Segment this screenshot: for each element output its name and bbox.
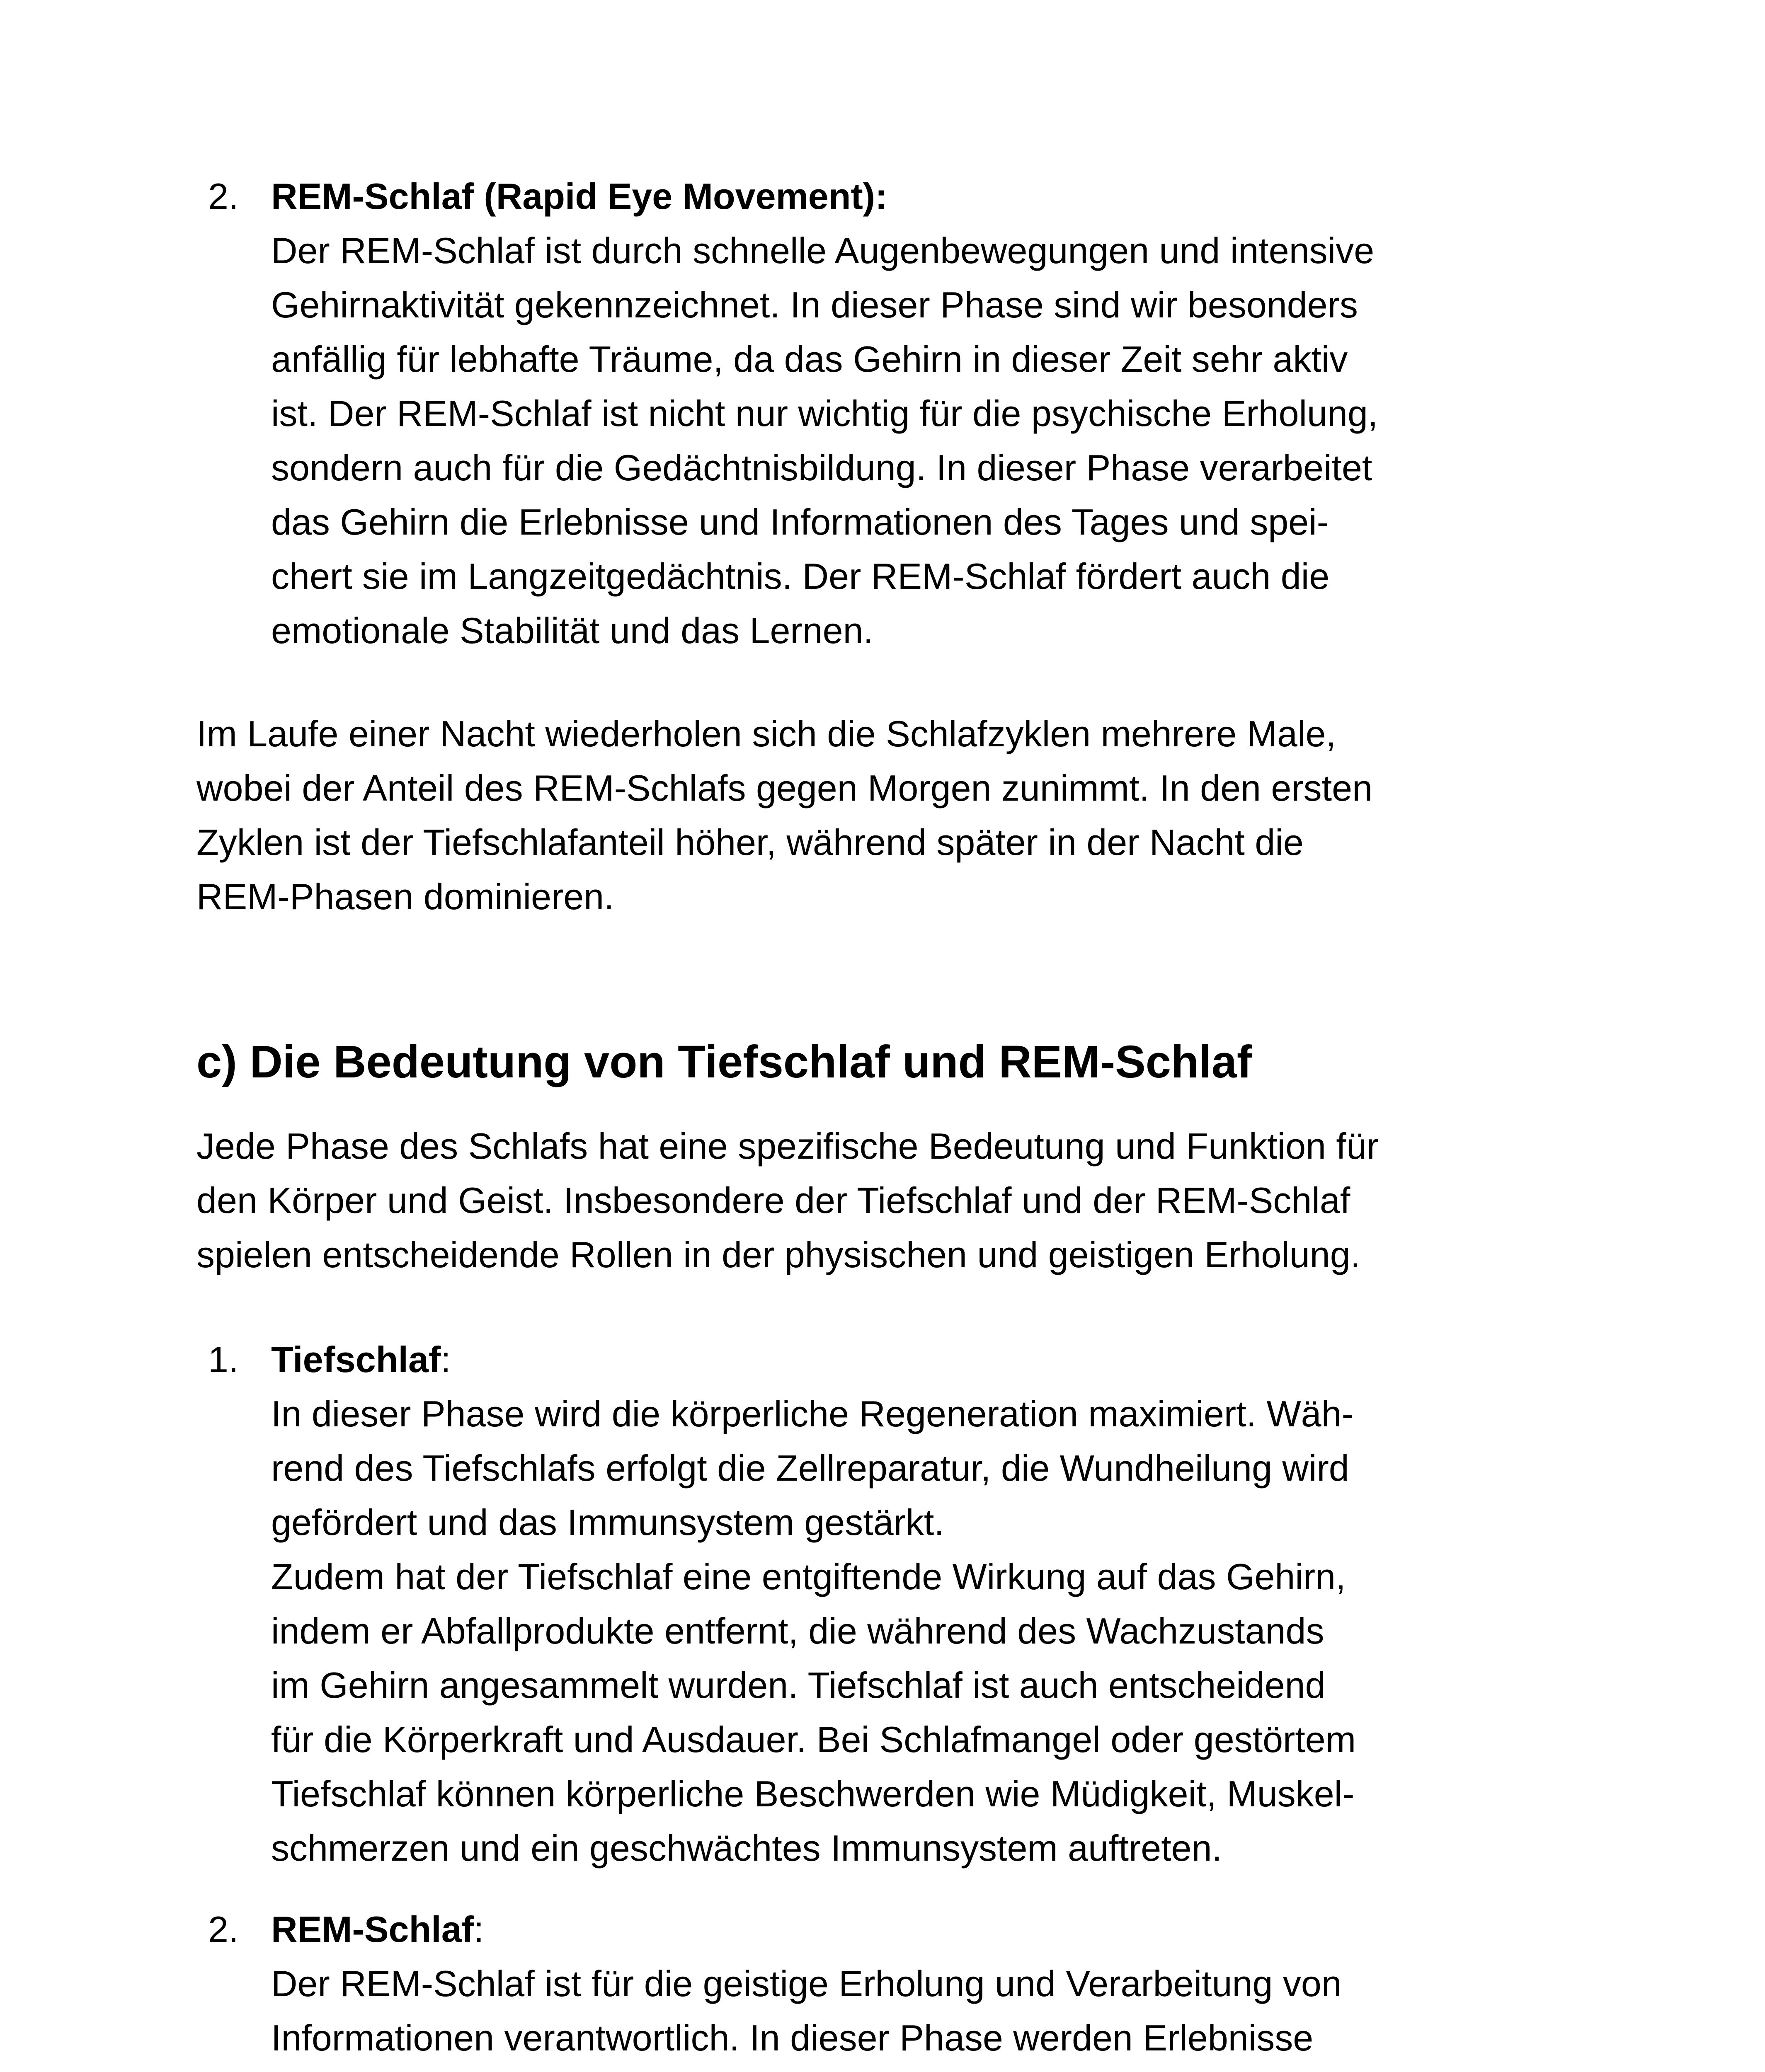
list-item-title-colon: : (473, 1909, 484, 1950)
list-number: 2. (208, 176, 239, 217)
text-line: Jede Phase des Schlafs hat eine spezifische Bedeutung und Funktion für (196, 1126, 1379, 1167)
text-line: Zudem hat der Tiefschlaf eine entgiftende Wirkung auf das Gehirn, (271, 1556, 1346, 1597)
text-line: den Körper und Geist. Insbesondere der Tiefschlaf und der REM-Schlaf (196, 1180, 1350, 1221)
text-line: sondern auch für die Gedächtnisbildung. In dieser Phase verarbeitet (271, 447, 1372, 488)
text-line: spielen entscheidende Rollen in der physischen und geistigen Erholung. (196, 1234, 1361, 1275)
text-line: emotionale Stabilität und das Lernen. (271, 610, 873, 651)
text-line: Tiefschlaf können körperliche Beschwerden wie Müdigkeit, Muskel- (271, 1773, 1355, 1814)
list-item-title: REM-Schlaf (Rapid Eye Movement): (271, 176, 887, 217)
text-line: Der REM-Schlaf ist für die geistige Erholung und Verarbeitung von (271, 1963, 1342, 2004)
list-item-title-text: REM-Schlaf (271, 1909, 474, 1950)
text-line: für die Körperkraft und Ausdauer. Bei Schlafmangel oder gestörtem (271, 1719, 1356, 1760)
text-line: anfällig für lebhafte Träume, da das Gehirn in dieser Zeit sehr aktiv (271, 339, 1348, 380)
list-item-title (271, 1332, 451, 1387)
list-number: 2. (208, 1909, 239, 1950)
list-item-rem-sleep-definition (196, 169, 1523, 658)
text-line: chert sie im Langzeitgedächtnis. Der REM-Schlaf fördert auch die (271, 556, 1330, 597)
text-line: In dieser Phase wird die körperliche Regeneration maximiert. Wäh- (271, 1393, 1354, 1434)
text-line: Im Laufe einer Nacht wiederholen sich die Schlafzyklen mehrere Male, (196, 713, 1336, 754)
text-line: schmerzen und ein geschwächtes Immunsystem auftreten. (271, 1828, 1222, 1869)
list-item-title-colon: : (441, 1339, 451, 1380)
text-line: wobei der Anteil des REM-Schlafs gegen Morgen zunimmt. In den ersten (196, 767, 1373, 808)
text-line: REM-Phasen dominieren. (196, 876, 614, 917)
list-item-rem-sleep (196, 1902, 1523, 2072)
list-item-title-text: Tiefschlaf (271, 1339, 441, 1380)
text-line: indem er Abfallprodukte entfernt, die während des Wachzustands (271, 1610, 1324, 1651)
text-line: Informationen verantwortlich. In dieser Phase werden Erlebnisse (271, 2017, 1314, 2058)
list-item-deep-sleep (196, 1332, 1523, 1875)
section-heading: c) Die Bedeutung von Tiefschlaf und REM-Schlaf (196, 1036, 1252, 1087)
list-item-body (271, 1387, 1577, 1875)
list-number: 1. (208, 1339, 239, 1380)
list-item-body (271, 223, 1577, 658)
text-line: das Gehirn die Erlebnisse und Informationen des Tages und spei- (271, 501, 1329, 542)
paragraph-sleep-cycles (196, 707, 1552, 924)
paragraph-section-intro (196, 1119, 1552, 1282)
text-line: Gehirnaktivität gekennzeichnet. In dieser Phase sind wir besonders (271, 284, 1358, 325)
text-line: ist. Der REM-Schlaf ist nicht nur wichtig für die psychische Erholung, (271, 393, 1378, 434)
text-line: rend des Tiefschlafs erfolgt die Zellreparatur, die Wundheilung wird (271, 1447, 1349, 1489)
text-line: gefördert und das Immunsystem gestärkt. (271, 1502, 944, 1543)
text-line: im Gehirn angesammelt wurden. Tiefschlaf ist auch entscheidend (271, 1665, 1326, 1706)
text-line (271, 2065, 1577, 2072)
text-line: Der REM-Schlaf ist durch schnelle Augenbewegungen und intensive (271, 230, 1375, 271)
list-item-body (271, 1956, 1577, 2072)
text-line: Zyklen ist der Tiefschlafanteil höher, während später in der Nacht die (196, 822, 1304, 863)
list-item-title (271, 1902, 484, 1956)
